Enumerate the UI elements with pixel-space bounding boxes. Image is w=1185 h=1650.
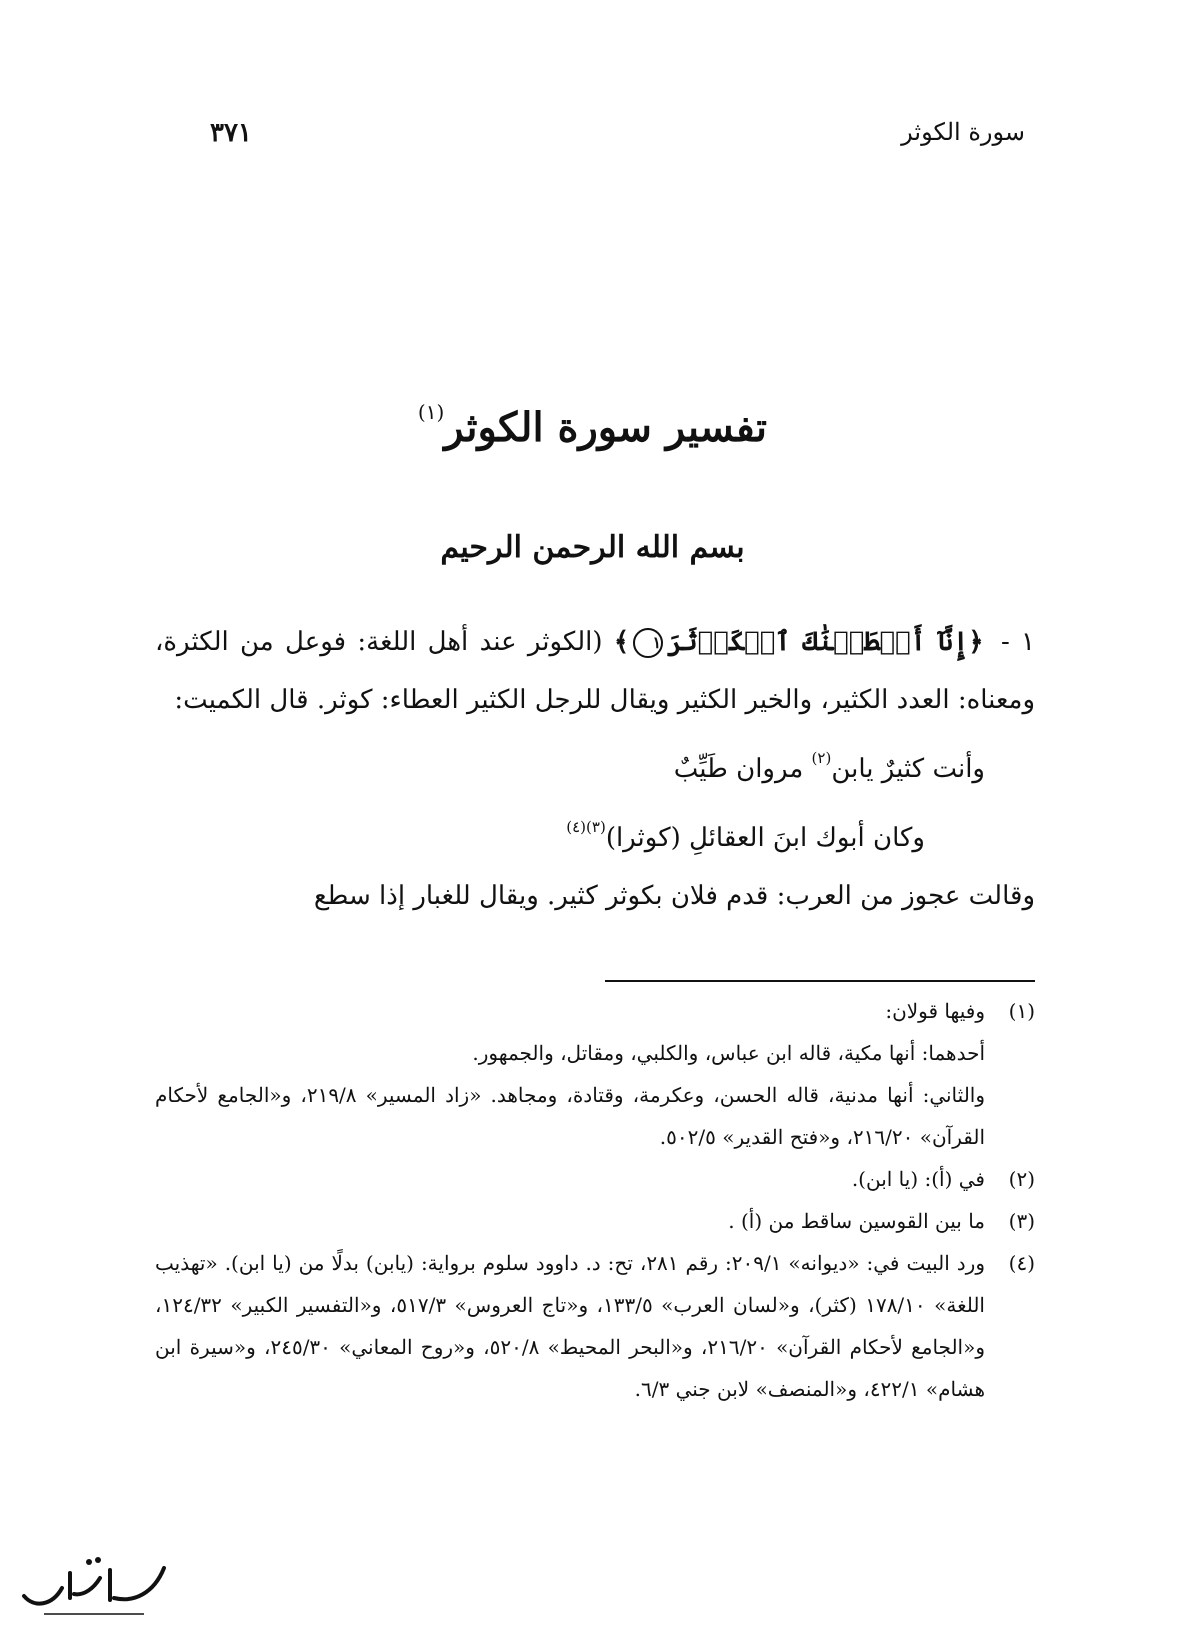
poem-line-1-part-b: مروان طَيِّبٌ: [673, 754, 804, 784]
quran-verse: [614, 627, 984, 657]
poem-line-1: [155, 729, 1035, 798]
paragraph-1: [155, 613, 1035, 729]
footnote-line: والثاني: أنها مدنية، قاله الحسن، وعكرمة، وقتادة، ومجاهد. «زاد المسير» ٢١٩/٨، و«الجامع لأحكام القرآن» ٢١٦/٢٠، و«فتح القدير» ٥٠٢/٥.: [155, 1083, 985, 1149]
footnote-4: [155, 1242, 1035, 1410]
page-header: [150, 118, 1035, 168]
verse-number: ١ -: [1000, 627, 1035, 657]
footnote-number: (٣): [1008, 1209, 1035, 1233]
footnote-ref-3-4: (٣)(٤): [566, 818, 606, 836]
footnote-2: [155, 1158, 1035, 1200]
footnote-line: أحدهما: أنها مكية، قاله ابن عباس، والكلبي، ومقاتل، والجمهور.: [472, 1041, 985, 1065]
paragraph-2: وقالت عجوز من العرب: قدم فلان بكوثر كثير. ويقال للغبار إذا سطع: [313, 881, 1035, 911]
running-title: سورة الكوثر: [901, 118, 1025, 146]
commentary-text: (الكوثر عند أهل اللغة: فوعل من الكثرة، ومعناه: العدد الكثير، والخير الكثير ويقال للرجل الكثير العطاء: كوثر. قال الكميت:: [155, 627, 1035, 715]
ayah-number-marker: ١: [633, 628, 663, 658]
publisher-logo: [14, 1548, 174, 1628]
footnote-number: (٢): [1008, 1167, 1035, 1191]
poem-line-2: [155, 798, 1035, 867]
title-footnote-ref: (١): [417, 400, 445, 424]
footnote-line: وفيها قولان:: [885, 999, 985, 1023]
footnote-line: ورد البيت في: «ديوانه» ٢٠٩/١: رقم ٢٨١، تح: د. داوود سلوم برواية: (يابن) بدلًا من (يا ابن). «تهذيب اللغة» ١٧٨/١٠ (كثر)، و«لسان العرب» ١٣٣/٥، و«تاج العروس» ٥١٧/٣، و«التفسير الكبير» ١٢٤/٣٢، و«الجامع لأحكام القرآن» ٢١٦/٢٠، و«البحر المحيط» ٥٢٠/٨، و«روح المعاني» ٢٤٥/٣٠، و«سيرة ابن هشام» ٤٢٢/١، و«المنصف» لابن جني ٦/٣.: [155, 1251, 986, 1401]
footnote-line: ما بين القوسين ساقط من (أ) .: [728, 1209, 985, 1233]
footnote-separator: [605, 980, 1035, 982]
footnotes: [155, 990, 1035, 1410]
poem-line-1-part-a: وأنت كثيرٌ يابن: [831, 754, 985, 784]
body-text: [155, 613, 1035, 925]
quran-text: إِنَّآ أَعۡطَيۡنَٰكَ ٱلۡكَوۡثَرَ: [667, 627, 969, 657]
chapter-title-text: تفسير سورة الكوثر: [444, 404, 768, 451]
footnote-ref-2: (٢): [811, 749, 832, 767]
footnote-3: [155, 1200, 1035, 1242]
basmala: بسم الله الرحمن الرحيم: [440, 530, 745, 565]
footnote-number: (١): [1008, 999, 1035, 1023]
footnote-1: [155, 990, 1035, 1158]
poem-line-2-text: وكان أبوك ابنَ العقائلِ (كوثرا): [605, 823, 925, 853]
quran-close-bracket: ﴾: [613, 627, 630, 657]
quran-open-bracket: ﴿: [968, 627, 984, 657]
footnote-number: (٤): [1008, 1251, 1035, 1275]
chapter-title: [150, 400, 1035, 451]
page-number: ٣٧١: [210, 118, 252, 148]
footnote-line: في (أ): (يا ابن).: [851, 1167, 985, 1191]
